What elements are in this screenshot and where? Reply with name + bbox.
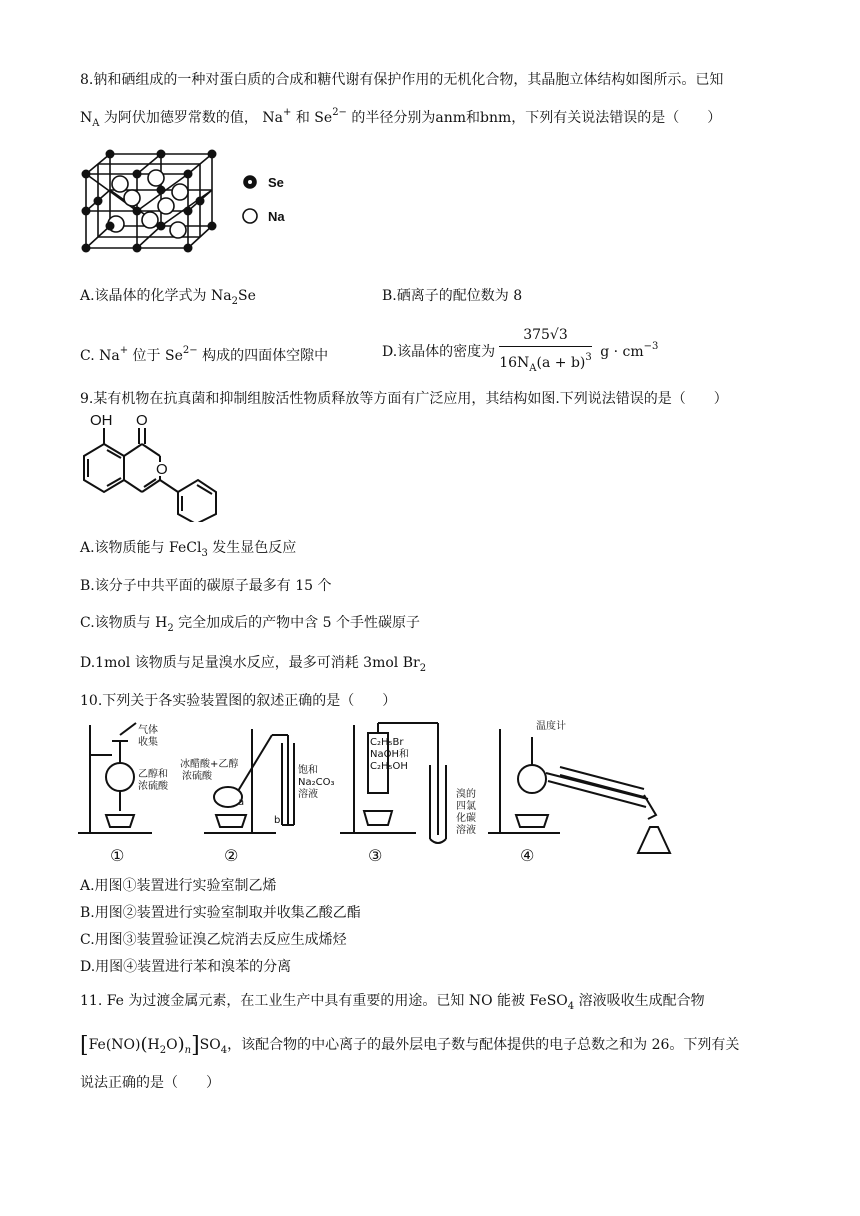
fig1-label-collect: 收集 [138,737,158,748]
fig1-label-acid: 浓硫酸 [138,781,168,792]
q11-stem-line1: 11. Fe 为过渡金属元素，在工业生产中具有重要的用途。已知 NO 能被 FeSO$_4$ 溶液吸收生成配合物 [80,993,705,1012]
q8-option-a: A.该晶体的化学式为 $Na_2Se$ [80,288,256,307]
q8-option-d: D.该晶体的密度为 $\frac{375√3}{16N_A(a + b)^3}$ $g \cdot cm^{-3}$ [382,326,658,378]
figure-number-1: ① [110,846,125,865]
fig2-label-reactants: 冰醋酸+乙醇 [180,759,239,770]
fig4-label-thermometer: 温度计 [536,721,566,732]
fig1-label-gas: 气体 [138,725,158,736]
fig2-label-carbonate: Na₂CO₃ [298,777,335,788]
carbonyl-o-label: O [136,412,148,429]
q11-stem-line3: 说法正确的是（ ） [80,1075,220,1091]
fig3-label-tetra: 四氯 [456,801,476,812]
q9-option-d: D.1mol 该物质与足量溴水反应，最多可消耗 3mol $Br_2$ [80,655,427,674]
legend-se-label: Se [268,175,284,190]
apparatus-figure [76,715,676,867]
figure-number-3: ③ [368,846,383,865]
q10-option-a: A.用图①装置进行实验室制乙烯 [80,878,277,894]
fig2-label-solution: 溶液 [298,789,318,800]
fig2-label-acid: 浓硫酸 [182,771,212,782]
q8-option-c: C. Na+ 位于 $Se^{2-}$ 构成的四面体空隙中 [80,345,329,364]
q10-option-b: B.用图②装置进行实验室制取并收集乙酸乙酯 [80,905,361,921]
q11-stem-line2: $[Fe(NO)(H_2O)_n]SO_4$，该配合物的中心离子的最外层电子数与配体提供的电子总数之和为 26。下列有关 [80,1033,740,1058]
q9-option-b: B.该分子中共平面的碳原子最多有 15 个 [80,578,332,594]
fig3-label-naoh: NaOH和 [370,749,409,760]
ring-o-label: O [156,461,168,478]
fig1-label-ethanol: 乙醇和 [138,769,168,780]
legend-na-label: Na [268,209,285,224]
density-fraction: $\frac{375√3}{16N_A(a + b)^3}$ [499,327,592,374]
molecule-structure-figure [76,412,226,522]
q9-option-c: C.该物质与 $H_2$ 完全加成后的产物中含 5 个手性碳原子 [80,615,420,634]
fig2-label-a: a [238,797,245,808]
fig3-label-chloride: 化碳 [456,813,476,824]
crystal-cell-figure [80,146,300,258]
fig3-label-solution: 溶液 [456,825,476,836]
q10-stem: 10.下列关于各实验装置图的叙述正确的是（ ） [80,693,397,709]
q10-option-c: C.用图③装置验证溴乙烷消去反应生成烯烃 [80,932,347,948]
figure-number-2: ② [224,846,239,865]
q8-stem-line1: 8.钠和硒组成的一种对蛋白质的合成和糖代谢有保护作用的无机化合物，其晶胞立体结构如图所示。已知 [80,72,724,88]
figure-number-4: ④ [520,846,535,865]
fig2-label-saturated: 饱和 [298,765,318,776]
q9-option-a: A.该物质能与 FeCl$_3$ 发生显色反应 [80,540,297,559]
q8-option-b: B.硒离子的配位数为 8 [382,288,523,304]
fig3-label-ethanol: C₂H₅OH [370,761,408,772]
q8-stem-line2: $N_A$ 为阿伏加德罗常数的值， Na+ 和 $Se^{2-}$ 的半径分别为anm和bnm，下列有关说法错误的是（ ） [80,107,722,129]
fig3-label-bromine: 溴的 [456,789,476,800]
fig2-label-b: b [274,815,281,826]
q10-option-d: D.用图④装置进行苯和溴苯的分离 [80,959,292,975]
oh-label: OH [90,412,113,429]
fig3-label-bromoethane: C₂H₅Br [370,737,404,748]
q9-stem: 9.某有机物在抗真菌和抑制组胺活性物质释放等方面有广泛应用，其结构如图.下列说法错误的是（ ） [80,391,728,407]
